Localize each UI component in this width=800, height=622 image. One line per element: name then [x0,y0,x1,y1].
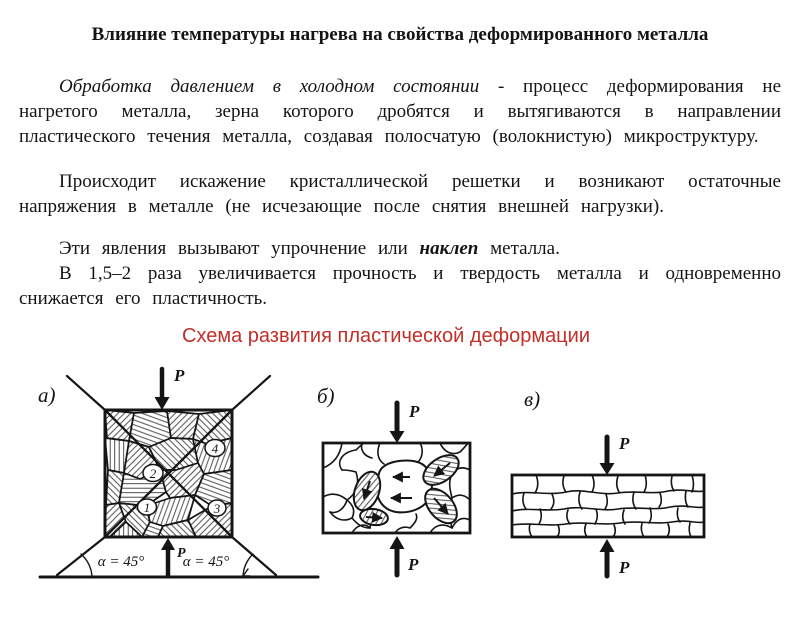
diagram-b-rotating-grains [317,384,470,575]
force-label-b-top: P [409,402,420,421]
force-arrow-a-top [155,369,170,410]
grain-number-4: 4 [211,441,219,456]
force-label-v-bottom: P [619,558,630,577]
diagram-b-label: б) [317,384,335,408]
paragraph-strength-increase: В 1,5–2 раза увеличивается прочность и твердость металла и одновременно снижается его пластичность. [19,263,781,309]
grain-number-2: 2 [149,466,157,481]
paragraph-lattice-distortion: Происходит искажение кристаллической решетки и возникают остаточные напряжения в металле (не исчезающие после снятия внешней нагрузки). [19,171,781,217]
figure-caption: Схема развития пластической деформации [182,325,590,347]
diagram-v-label: в) [524,387,541,411]
force-label-v-top: P [619,434,630,453]
central-rotating-grain [377,461,432,513]
slide [0,22,800,622]
diagram-a-label: а) [38,383,56,407]
force-label-b-bottom: P [408,555,419,574]
deformation-scheme-figure [0,360,800,600]
paragraph-hardening-pre: Эти явления вызывают упрочнение или [59,238,420,259]
paragraph-cold-working [19,74,781,149]
term-cold-working: Обработка давлением в холодном состоянии [59,76,480,97]
paragraph-cold-working-rest: - процесс деформирования не нагретого металла, зерна которого дробятся и вытягиваются в направлении пластического течения металла, создавая полосчатую (волокнистую) микроструктуру. [19,76,781,147]
angle-label-right: α = 45° [182,554,230,570]
grain-number-3: 3 [213,501,221,516]
force-label-a-top: P [174,366,185,385]
diagram-v-elongated-grains [512,387,704,577]
grain-number-1: 1 [143,500,151,515]
force-arrow-a-bottom [161,538,175,576]
page-title: Влияние температуры нагрева на свойства деформированного металла [91,24,709,45]
diagram-a-initial-grains [38,366,318,577]
angle-label-left: α = 45° [97,554,145,570]
force-arrow-b-bottom [390,536,405,575]
force-arrow-v-top [600,437,615,475]
angle-arc-left [81,554,92,576]
force-arrow-b-top [390,403,405,443]
paragraph-hardening-post: металла. [478,238,560,259]
paragraph-hardening [19,236,781,261]
force-arrow-v-bottom [600,539,615,576]
force-label-a-bottom: P [177,546,186,561]
term-naklep: наклеп [419,238,479,259]
